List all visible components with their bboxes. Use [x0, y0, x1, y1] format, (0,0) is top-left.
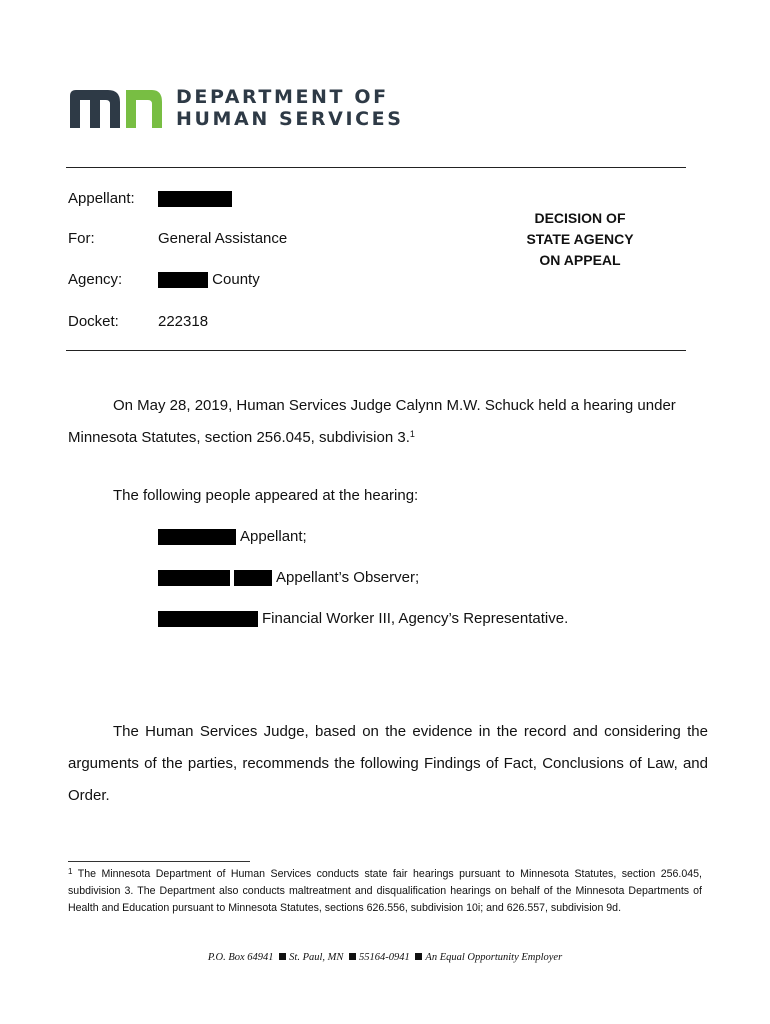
for-value: General Assistance	[158, 230, 288, 247]
square-bullet-icon	[279, 953, 286, 960]
footer-po-box: P.O. Box 64941	[207, 952, 274, 963]
appellant-label: Appellant:	[68, 190, 135, 207]
redaction-bar	[158, 611, 258, 627]
decision-line-3: ON APPEAL	[539, 252, 621, 268]
logo-line-2: HUMAN SERVICES	[176, 108, 404, 130]
hearing-line-1: On May 28, 2019, Human Services Judge Calynn M.W. Schuck held a hearing under	[113, 397, 676, 414]
redaction-bar	[158, 529, 236, 545]
footnote-rule	[68, 861, 250, 862]
footer-employer: An Equal Opportunity Employer	[425, 952, 563, 963]
footnote	[68, 866, 702, 917]
decision-line-2: STATE AGENCY	[526, 231, 634, 247]
square-bullet-icon	[349, 953, 356, 960]
header-rule	[66, 167, 686, 168]
footer-zip: 55164-0941	[359, 952, 410, 963]
agency-label: Agency:	[68, 271, 123, 288]
decision-title	[500, 208, 660, 271]
redaction-bar	[158, 272, 208, 288]
logo-line-1: DEPARTMENT OF	[176, 86, 389, 108]
recommendation-paragraph: The Human Services Judge, based on the evidence in the record and considering the arguments of the parties, recommends the following Findings of Fact, Conclusions of Law, and Order.	[68, 723, 708, 804]
appearance-role: Appellant;	[240, 528, 307, 545]
agency-value	[158, 271, 260, 288]
redaction-bar	[158, 191, 232, 207]
appearance-role: Appellant’s Observer;	[276, 569, 420, 586]
docket-value: 222318	[158, 313, 209, 330]
appearance-row	[158, 610, 568, 627]
redaction-bar	[158, 570, 230, 586]
hearing-line-2	[68, 422, 708, 454]
dhs-logo	[68, 86, 408, 130]
footer-city: St. Paul, MN	[289, 952, 344, 963]
appellant-value	[158, 190, 232, 207]
decision-line-1: DECISION OF	[534, 210, 626, 226]
for-label: For:	[68, 230, 95, 247]
square-bullet-icon	[415, 953, 422, 960]
footnote-text: The Minnesota Department of Human Services conducts state fair hearings pursuant to Minnesota Statutes, section 256.045, subdivision 3. The Department also conducts maltreatment and disqualification hearings on behalf of the Minnesota Departments of Health and Education pursuant to Minnesota Statutes, sections 626.556, subdivision 10i; and 626.557, subdivision 9d.	[68, 868, 702, 914]
footnote-number: 1	[68, 867, 73, 876]
logo-wordmark	[176, 86, 404, 130]
page-footer	[0, 952, 770, 963]
case-info-rule	[66, 350, 686, 351]
appearance-row	[158, 528, 307, 545]
hearing-line-2-text: Minnesota Statutes, section 256.045, subdivision 3.	[68, 429, 410, 446]
footnote-ref[interactable]: 1	[409, 429, 415, 439]
hearing-paragraph	[68, 390, 708, 454]
appeared-intro: The following people appeared at the hearing:	[113, 487, 419, 504]
redaction-bar	[234, 570, 272, 586]
appearance-row	[158, 569, 419, 586]
appearance-role: Financial Worker III, Agency’s Representative.	[262, 610, 569, 627]
agency-county: County	[212, 271, 260, 288]
mn-logo-icon	[68, 86, 164, 130]
docket-label: Docket:	[68, 313, 119, 330]
